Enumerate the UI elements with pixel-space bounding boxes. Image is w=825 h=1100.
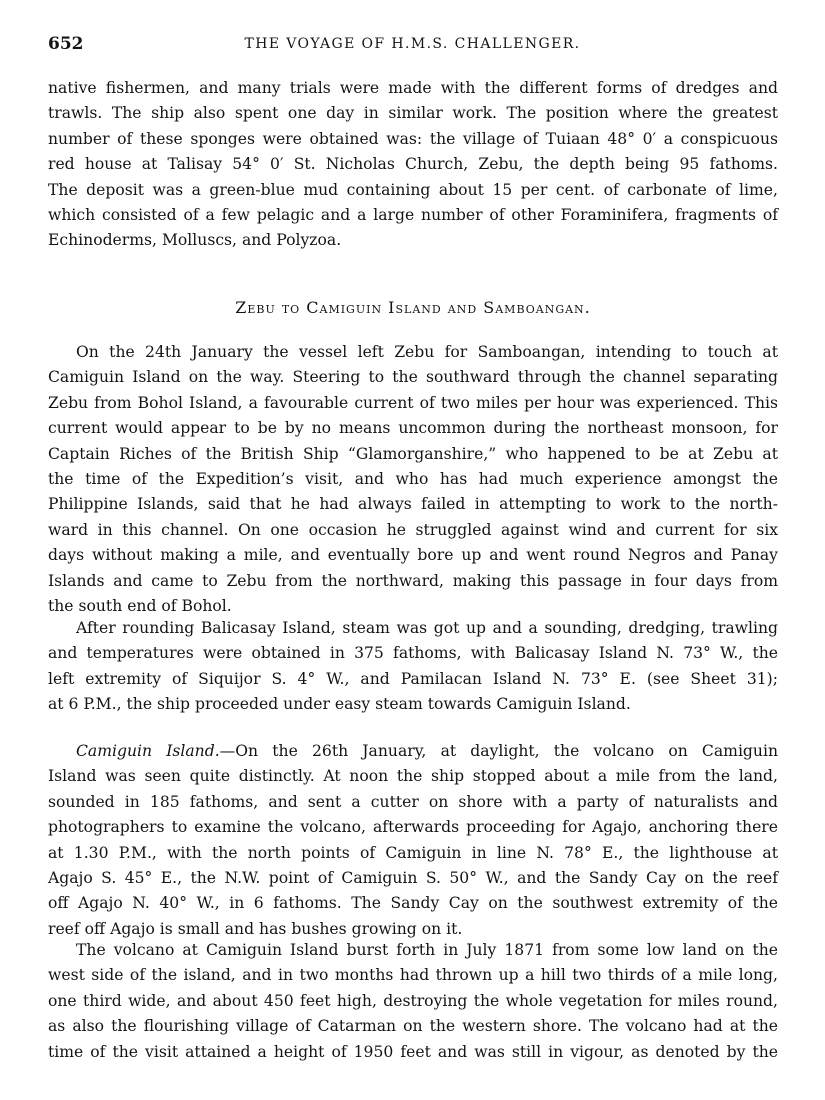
text-line: which consisted of a few pelagic and a large number of other Foraminifera, fragments of (48, 205, 778, 224)
text-line: and temperatures were obtained in 375 fathoms, with Balicasay Island N. 73° W., the (48, 644, 778, 663)
text-line: red house at Talisay 54° 0′ St. Nicholas Church, Zebu, the depth being 95 fathoms. (48, 155, 778, 174)
text-line: Camiguin Island on the way. Steering to the southward through the channel separating (48, 368, 778, 387)
text-line: time of the visit attained a height of 1950 feet and was still in vigour, as denoted by the (48, 1042, 778, 1061)
text-line: The volcano at Camiguin Island burst forth in July 1871 from some low land on the (76, 941, 778, 959)
text-line: the south end of Bohol. (48, 596, 232, 615)
text-line: Philippine Islands, said that he had always failed in attempting to work to the north- (48, 495, 778, 514)
text-line: as also the flourishing village of Catarman on the western shore. The volcano had at the (48, 1017, 778, 1036)
text-line: Captain Riches of the British Ship “Glamorganshire,” who happened to be at Zebu at (48, 444, 778, 463)
text-line: Zebu from Bohol Island, a favourable current of two miles per hour was experienced. This (48, 393, 778, 412)
text-line: native fishermen, and many trials were made with the different forms of dredges and (48, 79, 778, 97)
text-line: ward in this channel. On one occasion he struggled against wind and current for six (48, 520, 778, 539)
text-line-rest: —On the 26th January, at daylight, the volcano on Camiguin (219, 742, 778, 760)
text-line: trawls. The ship also spent one day in similar work. The position where the greatest (48, 104, 778, 123)
running-head-title: THE VOYAGE OF H.M.S. CHALLENGER. (244, 36, 581, 52)
text-line: After rounding Balicasay Island, steam was got up and a sounding, dredging, trawling (76, 619, 778, 637)
text-line: days without making a mile, and eventually bore up and went round Negros and Panay (48, 546, 778, 565)
text-line: On the 24th January the vessel left Zebu for Samboangan, intending to touch at (76, 343, 778, 361)
text-line: the time of the Expedition’s visit, and who has had much experience amongst the (48, 469, 778, 488)
text-line: west side of the island, and in two months had thrown up a hill two thirds of a mile long, (48, 966, 778, 985)
text-line: number of these sponges were obtained was: the village of Tuiaan 48° 0′ a conspicuous (48, 129, 778, 148)
paragraph-lead-in: Camiguin Island. (76, 742, 220, 760)
paragraph-5 (48, 938, 778, 1065)
paragraph-4 (48, 739, 778, 942)
page-number: 652 (48, 34, 84, 54)
text-line: Islands and came to Zebu from the northward, making this passage in four days from (48, 571, 778, 590)
text-line: left extremity of Siquijor S. 4° W., and Pamilacan Island N. 73° E. (see Sheet 31); (48, 669, 778, 688)
paragraph-2 (48, 340, 778, 619)
section-heading-text: Zebu to Camiguin Island and Samboangan. (235, 298, 591, 317)
paragraph-1 (48, 76, 778, 254)
text-line: at 1.30 P.M., with the north points of Camiguin in line N. 78° E., the lighthouse at (48, 843, 778, 862)
text-line: current would appear to be by no means uncommon during the northeast monsoon, for (48, 419, 778, 438)
text-line: photographers to examine the volcano, afterwards proceeding for Agajo, anchoring there (48, 818, 778, 837)
section-heading (48, 296, 778, 321)
running-head (48, 34, 777, 58)
text-line (48, 739, 778, 764)
text-line: The deposit was a green-blue mud containing about 15 per cent. of carbonate of lime, (48, 180, 778, 199)
text-line: one third wide, and about 450 feet high, destroying the whole vegetation for miles round, (48, 991, 778, 1010)
paragraph-3 (48, 616, 778, 718)
text-line: off Agajo N. 40° W., in 6 fathoms. The Sandy Cay on the southwest extremity of the (48, 894, 778, 913)
text-line: sounded in 185 fathoms, and sent a cutter on shore with a party of naturalists and (48, 792, 778, 811)
text-line: Echinoderms, Molluscs, and Polyzoa. (48, 231, 342, 250)
text-line: at 6 P.M., the ship proceeded under easy steam towards Camiguin Island. (48, 695, 631, 714)
text-line: Island was seen quite distinctly. At noon the ship stopped about a mile from the land, (48, 767, 778, 786)
text-line: reef off Agajo is small and has bushes growing on it. (48, 919, 463, 938)
text-line: Agajo S. 45° E., the N.W. point of Camiguin S. 50° W., and the Sandy Cay on the reef (48, 868, 778, 887)
